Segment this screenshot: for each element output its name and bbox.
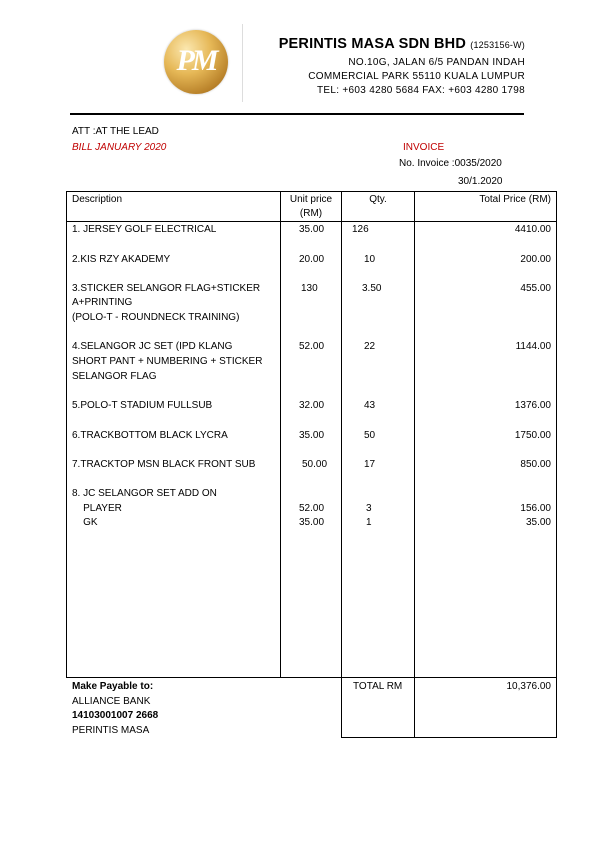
total-box-bottom (341, 737, 557, 738)
payable-label: Make Payable to: (72, 681, 154, 692)
row-2-qty: 10 (364, 254, 376, 265)
row-7-total: 850.00 (520, 459, 551, 470)
logo-lettering: PM (176, 44, 216, 77)
row-8a-total: 156.00 (520, 503, 551, 514)
attention-line: ATT :AT THE LEAD (72, 126, 159, 137)
row-8b-unit-price: 35.00 (299, 517, 325, 528)
row-5-unit-price: 32.00 (299, 400, 325, 411)
row-6-total: 1750.00 (514, 430, 551, 441)
row-1-qty: 126 (352, 224, 369, 235)
total-label: TOTAL RM (353, 681, 403, 692)
row-8a-description: PLAYER (72, 503, 122, 514)
row-4-unit-price: 52.00 (299, 341, 325, 352)
row-6-qty: 50 (364, 430, 376, 441)
total-box-right (556, 678, 557, 738)
row-6-unit-price: 35.00 (299, 430, 325, 441)
row-8a-unit-price: 52.00 (299, 503, 325, 514)
row-5-qty: 43 (364, 400, 376, 411)
row-7-description: 7.TRACKTOP MSN BLACK FRONT SUB (72, 459, 256, 470)
row-4-description-line-3: SELANGOR FLAG (72, 371, 157, 382)
row-2-unit-price: 20.00 (299, 254, 325, 265)
row-4-description-line-1: 4.SELANGOR JC SET (IPD KLANG (72, 341, 233, 352)
row-3-description-line-2: A+PRINTING (72, 297, 133, 308)
row-3-description-line-1: 3.STICKER SELANGOR FLAG+STICKER (72, 283, 261, 294)
grand-total: 10,376.00 (506, 681, 551, 692)
row-3-unit-price: 130 (301, 283, 318, 294)
invoice-title: INVOICE (403, 142, 445, 153)
row-7-unit-price: 50.00 (302, 459, 328, 470)
header-unit-price-currency: (RM) (299, 208, 323, 219)
row-4-qty: 22 (364, 341, 376, 352)
bill-period: BILL JANUARY 2020 (72, 142, 167, 153)
company-registration: (1253156-W) (470, 40, 525, 50)
bank-account-number: 14103001007 2668 (72, 710, 159, 721)
row-2-description: 2.KIS RZY AKADEMY (72, 254, 171, 265)
row-1-description: 1. JERSEY GOLF ELECTRICAL (72, 224, 217, 235)
row-8-description: 8. JC SELANGOR SET ADD ON (72, 488, 217, 499)
row-5-description: 5.POLO-T STADIUM FULLSUB (72, 400, 213, 411)
row-7-qty: 17 (364, 459, 376, 470)
company-logo (158, 24, 243, 102)
row-3-description-line-3: (POLO-T - ROUNDNECK TRAINING) (72, 312, 240, 323)
row-8b-qty: 1 (366, 517, 372, 528)
row-6-description: 6.TRACKBOTTOM BLACK LYCRA (72, 430, 228, 441)
column-divider (341, 191, 342, 738)
address-line-1: NO.10G, JALAN 6/5 PANDAN INDAH (348, 57, 525, 68)
header-description: Description (72, 194, 123, 205)
row-1-unit-price: 35.00 (299, 224, 325, 235)
row-4-description-line-2: SHORT PANT + NUMBERING + STICKER (72, 356, 263, 367)
address-line-2: COMMERCIAL PARK 55110 KUALA LUMPUR (308, 71, 525, 82)
bank-name: ALLIANCE BANK (72, 696, 151, 707)
row-8b-total: 35.00 (525, 517, 551, 528)
row-8a-qty: 3 (366, 503, 372, 514)
company-name-text: PERINTIS MASA SDN BHD (278, 36, 467, 52)
row-3-total: 455.00 (520, 283, 551, 294)
column-divider (280, 191, 281, 678)
logo-emblem (164, 30, 228, 94)
account-holder: PERINTIS MASA (72, 725, 150, 736)
row-5-total: 1376.00 (514, 400, 551, 411)
header-divider (70, 113, 524, 115)
row-1-total: 4410.00 (514, 224, 551, 235)
contact-line: TEL: +603 4280 5684 FAX: +603 4280 1798 (317, 85, 525, 96)
company-name (279, 36, 525, 52)
row-8b-description: GK (72, 517, 98, 528)
row-3-qty: 3.50 (362, 283, 382, 294)
row-4-total: 1144.00 (515, 341, 551, 352)
row-2-total: 200.00 (520, 254, 551, 265)
header-unit-price: Unit price (289, 194, 333, 205)
invoice-date: 30/1.2020 (458, 176, 503, 187)
header-total-price: Total Price (RM) (479, 194, 551, 205)
header-qty: Qty. (369, 194, 387, 205)
invoice-number: No. Invoice :0035/2020 (399, 158, 502, 169)
